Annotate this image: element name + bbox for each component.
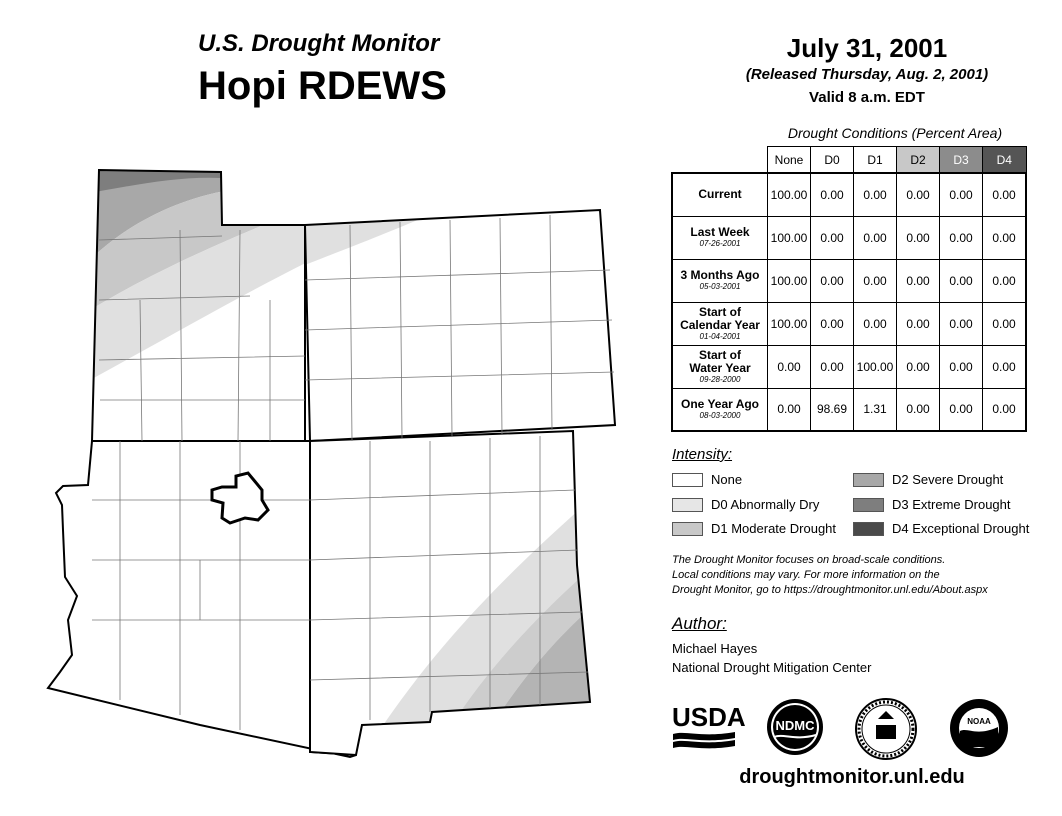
- drought-conditions-table: [671, 146, 1027, 432]
- author-name: Michael Hayes: [672, 641, 758, 656]
- website-url: droughtmonitor.unl.edu: [739, 766, 965, 788]
- map-subtitle: U.S. Drought Monitor: [198, 30, 440, 57]
- legend-swatch: [672, 498, 703, 512]
- table-header-row: [672, 147, 1026, 174]
- table-row: 3 Months Ago 05-03-2001 100.00 0.00 0.00 0.00 0.00 0.00: [672, 259, 1026, 302]
- row-label: Start of Water Year 09-28-2000: [672, 345, 768, 388]
- legend-swatch: [672, 473, 703, 487]
- author-organization: National Drought Mitigation Center: [672, 660, 872, 675]
- legend-swatch: [853, 498, 884, 512]
- col-header-d0: D0: [811, 147, 854, 174]
- svg-text:NOAA: NOAA: [967, 717, 991, 726]
- disclaimer-text: The Drought Monitor focuses on broad-scale conditions. Local conditions may vary. For more information on the Drought Monitor, go to https://droughtmonitor.unl.edu/About.aspx: [672, 554, 988, 596]
- region-title: Hopi RDEWS: [198, 64, 447, 108]
- valid-time: Valid 8 a.m. EDT: [809, 89, 925, 106]
- legend-item-none: None: [672, 472, 742, 487]
- ndmc-logo: [764, 697, 826, 757]
- row-label: Last Week 07-26-2001: [672, 216, 768, 259]
- legend-item-d4: D4 Exceptional Drought: [853, 521, 1029, 536]
- legend-swatch: [853, 473, 884, 487]
- author-heading: Author:: [672, 614, 727, 633]
- col-header-none: None: [768, 147, 811, 174]
- legend-item-d0: D0 Abnormally Dry: [672, 497, 819, 512]
- row-label: Start of Calendar Year 01-04-2001: [672, 302, 768, 345]
- table-row: Current 100.00 0.00 0.00 0.00 0.00 0.00: [672, 173, 1026, 216]
- table-caption: Drought Conditions (Percent Area): [787, 125, 1003, 141]
- col-header-d2: D2: [897, 147, 940, 174]
- row-label: 3 Months Ago 05-03-2001: [672, 259, 768, 302]
- col-header-d3: D3: [940, 147, 983, 174]
- col-header-d1: D1: [854, 147, 897, 174]
- row-label: One Year Ago 08-03-2000: [672, 388, 768, 431]
- doc-seal-logo: [854, 697, 918, 761]
- legend-item-d2: D2 Severe Drought: [853, 472, 1003, 487]
- legend-item-d3: D3 Extreme Drought: [853, 497, 1011, 512]
- legend-title: Intensity:: [672, 446, 733, 463]
- new-mexico-state: [310, 431, 600, 760]
- release-date: (Released Thursday, Aug. 2, 2001): [745, 66, 989, 83]
- legend-swatch: [853, 522, 884, 536]
- map-date: July 31, 2001: [786, 33, 948, 63]
- svg-text:NDMC: NDMC: [775, 718, 815, 733]
- usda-logo: [671, 700, 746, 750]
- table-row: Last Week 07-26-2001 100.00 0.00 0.00 0.00 0.00 0.00: [672, 216, 1026, 259]
- legend-item-d1: D1 Moderate Drought: [672, 521, 836, 536]
- row-label: Current: [672, 173, 768, 216]
- table-row: One Year Ago 08-03-2000 0.00 98.69 1.31 0.00 0.00 0.00: [672, 388, 1026, 431]
- legend-swatch: [672, 522, 703, 536]
- table-row: Start of Calendar Year 01-04-2001 100.00 0.00 0.00 0.00 0.00 0.00: [672, 302, 1026, 345]
- table-row: Start of Water Year 09-28-2000 0.00 0.00 100.00 0.00 0.00 0.00: [672, 345, 1026, 388]
- noaa-logo: [948, 697, 1010, 759]
- svg-text:USDA: USDA: [672, 702, 746, 732]
- col-header-d4: D4: [983, 147, 1027, 174]
